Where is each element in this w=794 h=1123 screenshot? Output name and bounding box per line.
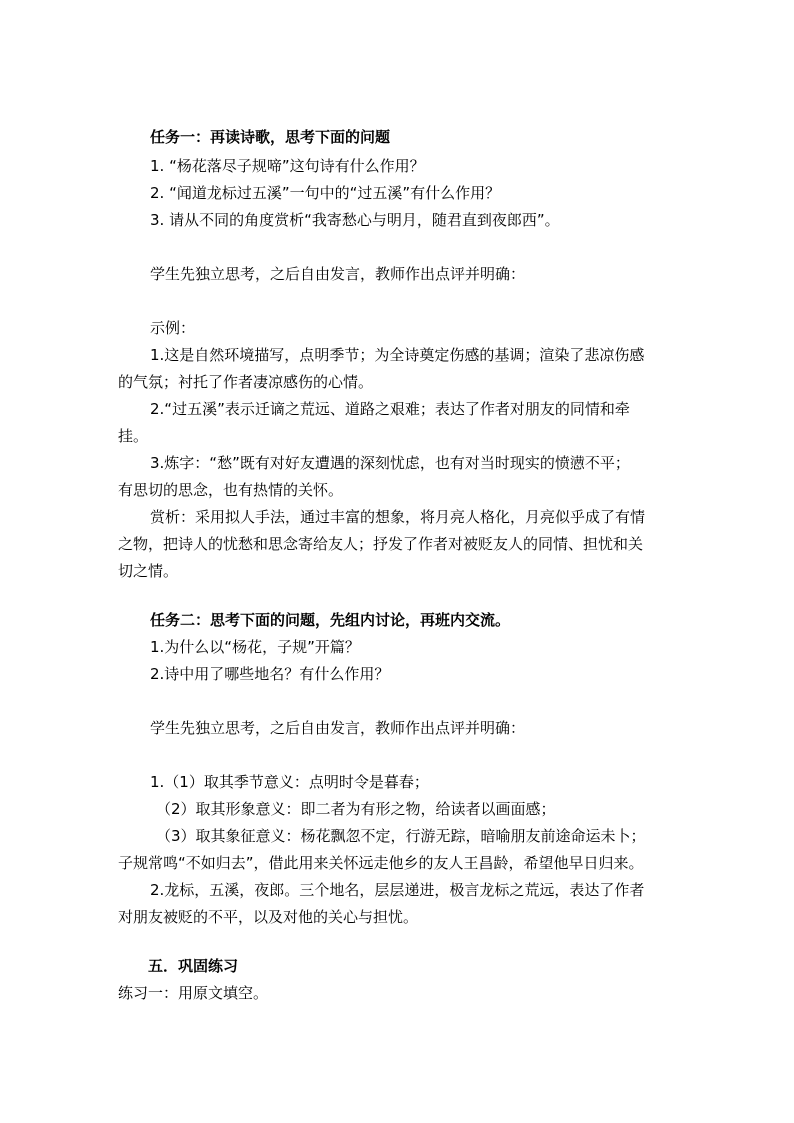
- task2-answer-2-line-2: 对朋友被贬的不平，以及对他的关心与担忧。: [118, 908, 419, 926]
- task1-answer-2-line-1: 2.“过五溪”表示迁谪之荒远、道路之艰难；表达了作者对朋友的同情和牵: [150, 400, 630, 418]
- task2-answer-1-line-1: 1.（1）取其季节意义：点明时令是暮春；: [150, 773, 429, 791]
- task2-question-1: 1.为什么以“杨花，子规”开篇？: [150, 638, 360, 656]
- task2-question-2: 2.诗中用了哪些地名？有什么作用？: [150, 665, 390, 683]
- task2-answer-2-line-1: 2.龙标，五溪，夜郎。三个地名，层层递进，极言龙标之荒远，表达了作者: [150, 881, 645, 899]
- task1-question-2: 2. “闻道龙标过五溪”一句中的“过五溪”有什么作用？: [150, 184, 501, 202]
- task1-answer-3-line-2: 有思切的思念，也有热情的关怀。: [118, 481, 344, 499]
- task1-answer-3-line-3: 赏析：采用拟人手法，通过丰富的想象，将月亮人格化，月亮似乎成了有情: [150, 508, 646, 526]
- task1-instruction: 学生先独立思考，之后自由发言，教师作出点评并明确：: [150, 265, 526, 283]
- exercise-1-label: 练习一：用原文填空。: [118, 984, 269, 1002]
- example-label: 示例：: [150, 319, 196, 337]
- task1-answer-3-line-4: 之物，把诗人的忧愁和思念寄给友人；抒发了作者对被贬友人的同情、担忧和关: [118, 535, 644, 553]
- task1-answer-1-line-2: 的气氛；衬托了作者凄凉感伤的心情。: [118, 373, 374, 391]
- task2-instruction: 学生先独立思考，之后自由发言，教师作出点评并明确：: [150, 719, 526, 737]
- task1-question-1: 1. “杨花落尽子规啼”这句诗有什么作用？: [150, 157, 425, 175]
- task2-answer-1-line-3: （3）取其象征意义：杨花飘忽不定，行游无踪，暗喻朋友前途命运未卜；: [156, 827, 646, 845]
- task1-heading: 任务一：再读诗歌，思考下面的问题: [150, 128, 391, 146]
- task1-answer-2-line-2: 挂。: [118, 427, 149, 445]
- task2-answer-1-line-4: 子规常鸣“不如归去”，借此用来关怀远走他乡的友人王昌龄，希望他早日归来。: [118, 854, 644, 872]
- task2-heading: 任务二：思考下面的问题，先组内讨论，再班内交流。: [150, 611, 511, 629]
- task1-answer-3-line-1: 3.炼字：“愁”既有对好友遭遇的深刻忧虑，也有对当时现实的愤懑不平；: [150, 454, 630, 472]
- task1-answer-3-line-5: 切之情。: [118, 562, 179, 580]
- task2-answer-1-line-2: （2）取其形象意义：即二者为有形之物，给读者以画面感；: [156, 800, 556, 818]
- task1-answer-1-line-1: 1.这是自然环境描写，点明季节；为全诗奠定伤感的基调；渲染了悲凉伤感: [150, 346, 645, 364]
- section-5-heading: 五．巩固练习: [148, 957, 239, 975]
- task1-question-3: 3. 请从不同的角度赏析“我寄愁心与明月，随君直到夜郎西”。: [150, 211, 560, 229]
